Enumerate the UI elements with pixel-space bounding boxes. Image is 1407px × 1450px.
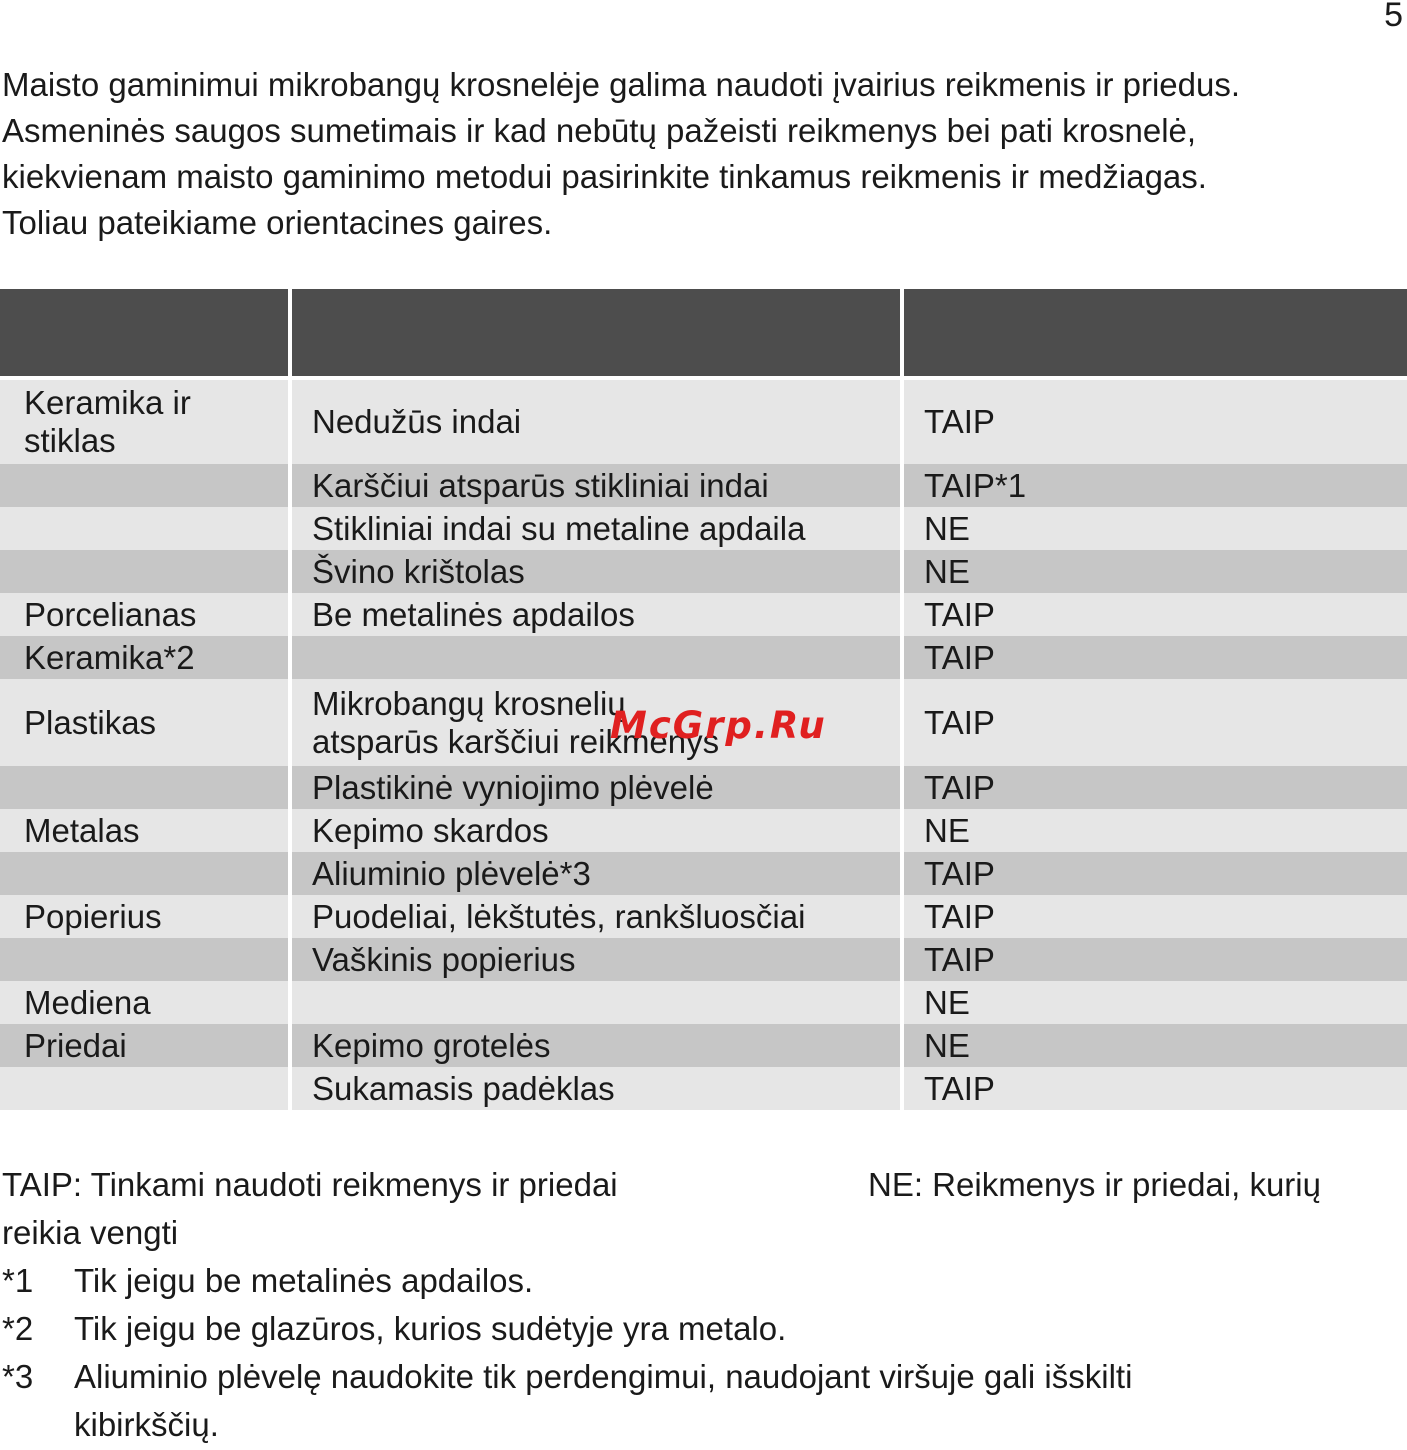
intro-line: Asmeninės saugos sumetimais ir kad nebūtų pažeisti reikmenys bei pati krosnelė, bbox=[2, 112, 1197, 149]
material-cell bbox=[0, 464, 288, 507]
material-cell bbox=[0, 852, 288, 895]
table-row bbox=[0, 1067, 1407, 1110]
suitability-cell: TAIP bbox=[904, 766, 1407, 809]
suitability-cell: TAIP bbox=[904, 1067, 1407, 1110]
suitability-cell: NE bbox=[904, 1024, 1407, 1067]
table-row bbox=[0, 938, 1407, 981]
suitability-cell: TAIP bbox=[904, 852, 1407, 895]
legend-taip: TAIP: Tinkami naudoti reikmenys ir priedai bbox=[2, 1166, 618, 1203]
item-cell: Plastikinė vyniojimo plėvelė bbox=[292, 766, 900, 809]
suitability-cell: TAIP bbox=[904, 895, 1407, 938]
item-cell bbox=[292, 636, 900, 679]
suitability-cell: NE bbox=[904, 981, 1407, 1024]
table-row bbox=[0, 507, 1407, 550]
item-cell: Kepimo skardos bbox=[292, 809, 900, 852]
suitability-cell: NE bbox=[904, 809, 1407, 852]
material-cell: Mediena bbox=[0, 981, 288, 1024]
material-cell bbox=[0, 766, 288, 809]
page-number: 5 bbox=[1384, 0, 1403, 34]
suitability-cell: TAIP bbox=[904, 679, 1407, 766]
material-cell bbox=[0, 507, 288, 550]
intro-line: kiekvienam maisto gaminimo metodui pasirinkite tinkamus reikmenis ir medžiagas. bbox=[2, 158, 1207, 195]
suitability-cell: TAIP bbox=[904, 636, 1407, 679]
footnote-text: Tik jeigu be glazūros, kurios sudėtyje yra metalo. bbox=[74, 1310, 787, 1347]
item-cell: Puodeliai, lėkštutės, rankšluosčiai bbox=[292, 895, 900, 938]
footnote-mark: *2 bbox=[2, 1310, 34, 1347]
material-cell: Popierius bbox=[0, 895, 288, 938]
legend-ne-continued: reikia vengti bbox=[2, 1214, 179, 1251]
header-cell-material bbox=[0, 289, 288, 376]
item-cell: Be metalinės apdailos bbox=[292, 593, 900, 636]
table-header bbox=[0, 289, 1407, 376]
item-cell: Karščiui atsparūs stikliniai indai bbox=[292, 464, 900, 507]
footnote-text: Tik jeigu be metalinės apdailos. bbox=[74, 1262, 534, 1299]
item-cell: Vaškinis popierius bbox=[292, 938, 900, 981]
suitability-cell: NE bbox=[904, 550, 1407, 593]
material-cell: Porcelianas bbox=[0, 593, 288, 636]
table-row bbox=[0, 809, 1407, 852]
intro-line: Maisto gaminimui mikrobangų krosnelėje galima naudoti įvairius reikmenis ir priedus. bbox=[2, 66, 1241, 103]
item-cell: Sukamasis padėklas bbox=[292, 1067, 900, 1110]
intro-line: Toliau pateikiame orientacines gaires. bbox=[2, 204, 553, 241]
table-row bbox=[0, 636, 1407, 679]
item-cell: Stikliniai indai su metaline apdaila bbox=[292, 507, 900, 550]
header-cell-suitability bbox=[904, 289, 1407, 376]
material-cell bbox=[0, 550, 288, 593]
footnote-mark: *1 bbox=[2, 1262, 34, 1299]
watermark: McGrp.Ru bbox=[610, 704, 827, 747]
table-row bbox=[0, 766, 1407, 809]
table-row bbox=[0, 981, 1407, 1024]
table-row bbox=[0, 593, 1407, 636]
footnote-mark: *3 bbox=[2, 1358, 34, 1395]
table-row bbox=[0, 464, 1407, 507]
item-cell: Aliuminio plėvelė*3 bbox=[292, 852, 900, 895]
material-cell: Metalas bbox=[0, 809, 288, 852]
suitability-cell: TAIP bbox=[904, 938, 1407, 981]
material-cell: Keramika ir stiklas bbox=[0, 380, 288, 464]
header-cell-item bbox=[292, 289, 900, 376]
material-cell bbox=[0, 938, 288, 981]
footnote-text: Aliuminio plėvelę naudokite tik perdengimui, naudojant viršuje gali išskilti bbox=[74, 1358, 1133, 1395]
intro-paragraph bbox=[2, 62, 1402, 246]
suitability-cell: TAIP bbox=[904, 380, 1407, 464]
table-row bbox=[0, 852, 1407, 895]
suitability-cell: TAIP*1 bbox=[904, 464, 1407, 507]
suitability-cell: NE bbox=[904, 507, 1407, 550]
legend-ne: NE: Reikmenys ir priedai, kurių bbox=[868, 1166, 1321, 1203]
material-cell: Keramika*2 bbox=[0, 636, 288, 679]
table-row bbox=[0, 1024, 1407, 1067]
item-cell: Nedužūs indai bbox=[292, 380, 900, 464]
item-cell: Kepimo grotelės bbox=[292, 1024, 900, 1067]
utensils-table bbox=[0, 289, 1407, 1110]
item-cell: Švino krištolas bbox=[292, 550, 900, 593]
table-row bbox=[0, 380, 1407, 464]
footnote-text: kibirkščių. bbox=[74, 1406, 219, 1443]
material-cell bbox=[0, 1067, 288, 1110]
item-cell bbox=[292, 981, 900, 1024]
item-cell: Mikrobangų krosnelių atsparūs karščiui reikmenys bbox=[292, 679, 900, 766]
table-row bbox=[0, 895, 1407, 938]
suitability-cell: TAIP bbox=[904, 593, 1407, 636]
table-row bbox=[0, 550, 1407, 593]
material-cell: Plastikas bbox=[0, 679, 288, 766]
material-cell: Priedai bbox=[0, 1024, 288, 1067]
